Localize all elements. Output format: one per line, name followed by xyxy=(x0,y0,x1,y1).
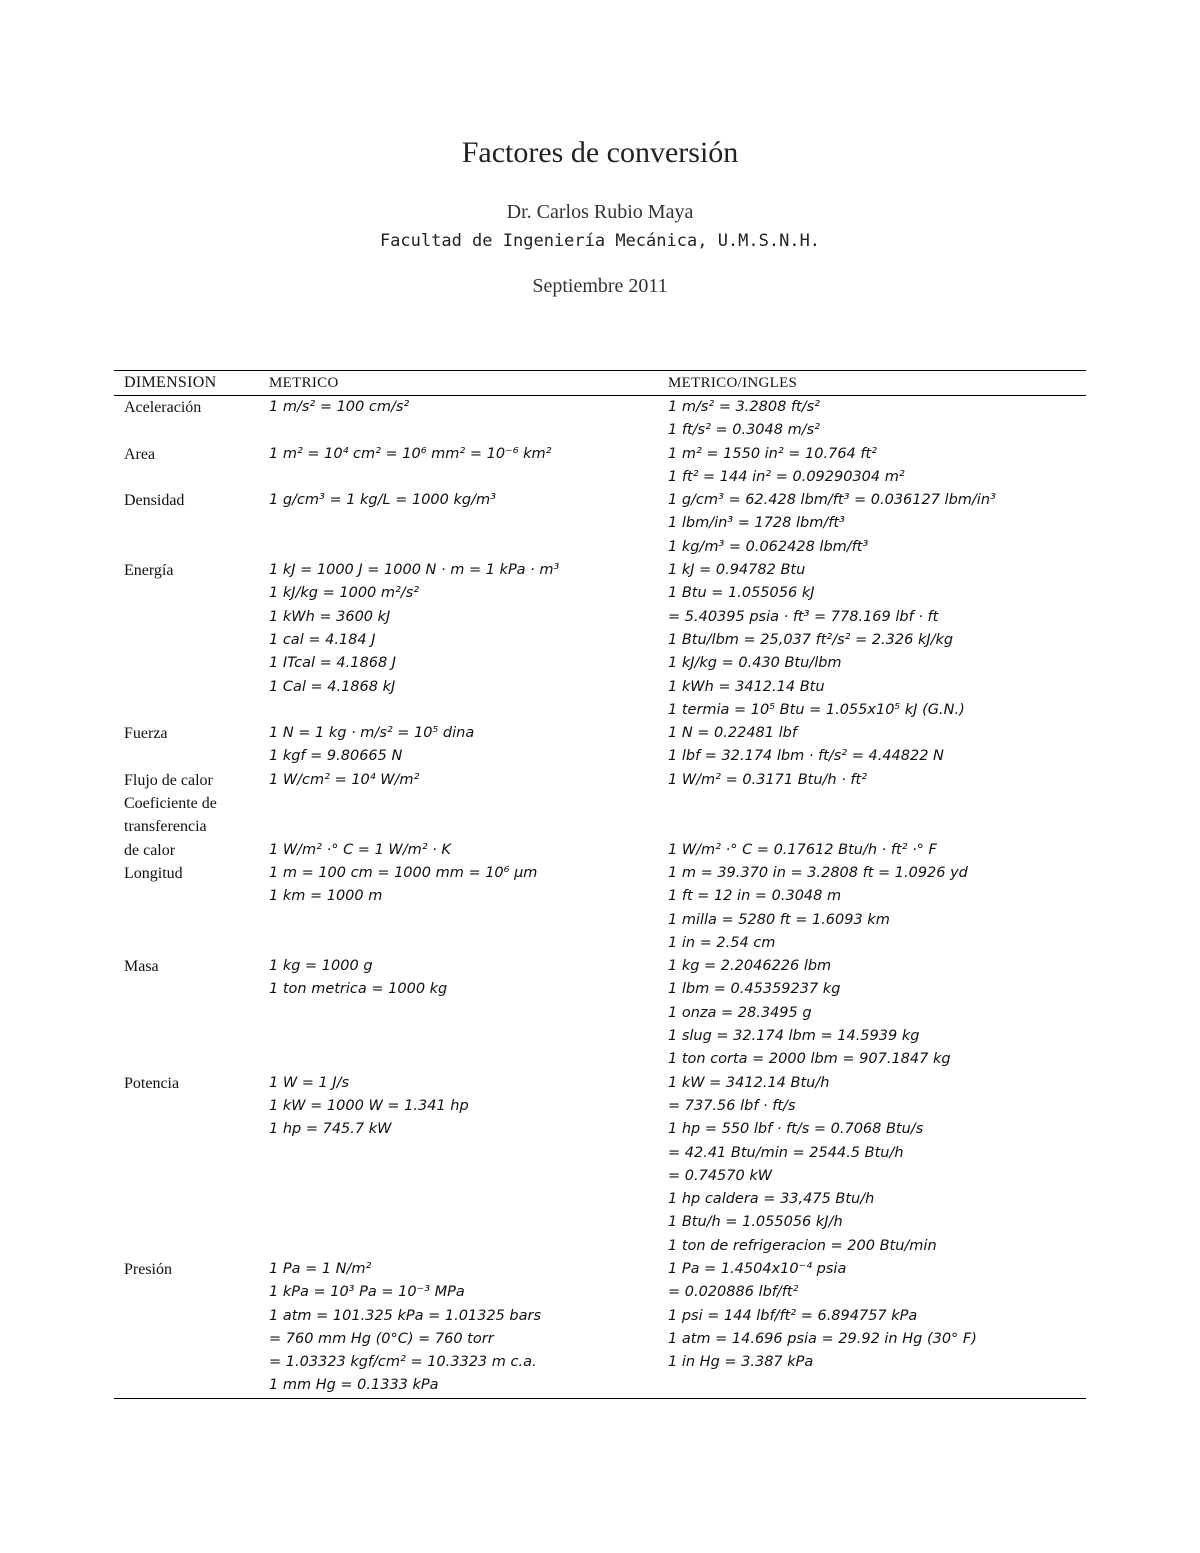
cell-line: 1 kPa = 10³ Pa = 10⁻³ MPa xyxy=(269,1284,465,1301)
dimension-cell xyxy=(114,862,259,955)
dimension-cell xyxy=(114,1072,259,1258)
cell-line: 1 W = 1 J/s xyxy=(269,1074,350,1091)
cell-line: 1 hp = 550 lbf · ft/s = 0.7068 Btu/s xyxy=(668,1121,924,1138)
author-name: Dr. Carlos Rubio Maya xyxy=(506,201,694,223)
cell-line: 1 atm = 14.696 psia = 29.92 in Hg (30° F) xyxy=(668,1330,977,1347)
dimension-cell xyxy=(114,443,259,490)
cell-line: Flujo de calor xyxy=(124,771,213,789)
cell-line: 1 W/cm² = 10⁴ W/m² xyxy=(269,771,420,788)
table-row xyxy=(114,769,1086,792)
cell-line: 1 lbm/in³ = 1728 lbm/ft³ xyxy=(668,515,845,532)
cell-line: 1 in = 2.54 cm xyxy=(668,934,776,951)
cell-line: 1 m = 39.370 in = 3.2808 ft = 1.0926 yd xyxy=(668,864,968,881)
cell-line: 1 g/cm³ = 1 kg/L = 1000 kg/m³ xyxy=(269,492,496,509)
cell-line: 1 N = 0.22481 lbf xyxy=(668,725,797,742)
table-row xyxy=(114,1258,1086,1398)
cell-line: Masa xyxy=(124,958,159,976)
conversion-table xyxy=(114,370,1086,1399)
cell-line: 1 m/s² = 100 cm/s² xyxy=(269,399,410,415)
dimension-cell xyxy=(114,955,259,1071)
cell-line: = 5.40395 psia · ft³ = 778.169 lbf · ft xyxy=(668,608,939,625)
cell-line: 1 termia = 10⁵ Btu = 1.055x10⁵ kJ (G.N.) xyxy=(668,701,965,718)
cell-line: = 0.74570 kW xyxy=(668,1167,773,1184)
english-cell xyxy=(658,769,1086,792)
cell-line: 1 N = 1 kg · m/s² = 10⁵ dina xyxy=(269,725,475,742)
cell-line: 1 kJ/kg = 0.430 Btu/lbm xyxy=(668,655,842,672)
document-date: Septiembre 2011 xyxy=(532,275,668,297)
cell-line: 1 Btu/lbm = 25,037 ft²/s² = 2.326 kJ/kg xyxy=(668,631,954,648)
cell-line: Potencia xyxy=(124,1074,180,1092)
cell-line: 1 m/s² = 3.2808 ft/s² xyxy=(668,399,820,415)
header-dimension: DIMENSION xyxy=(124,374,217,391)
english-cell xyxy=(658,396,1086,443)
cell-line: = 760 mm Hg (0°C) = 760 torr xyxy=(269,1330,494,1347)
header-metric-english: METRICO/INGLES xyxy=(668,375,798,391)
cell-line: Energía xyxy=(124,562,174,580)
cell-line: 1 psi = 144 lbf/ft² = 6.894757 kPa xyxy=(668,1307,918,1324)
cell-line: Longitud xyxy=(124,864,183,882)
cell-line: 1 ft = 12 in = 0.3048 m xyxy=(668,888,842,905)
cell-line xyxy=(269,792,658,815)
cell-line: 1 kgf = 9.80665 N xyxy=(269,748,403,765)
english-cell xyxy=(658,1072,1086,1258)
cell-line: 1 lbf = 32.174 lbm · ft/s² = 4.44822 N xyxy=(668,748,944,765)
cell-line: Presión xyxy=(124,1260,172,1278)
cell-line: = 0.020886 lbf/ft² xyxy=(668,1284,799,1301)
metric-cell xyxy=(259,722,658,769)
dimension-cell xyxy=(114,722,259,769)
cell-line: 1 ton de refrigeracion = 200 Btu/min xyxy=(668,1237,937,1254)
cell-line: 1 mm Hg = 0.1333 kPa xyxy=(269,1377,439,1394)
english-cell xyxy=(658,722,1086,769)
metric-cell xyxy=(259,769,658,792)
table-body xyxy=(114,396,1086,1398)
cell-line: 1 cal = 4.184 J xyxy=(269,631,376,648)
english-cell xyxy=(658,792,1086,862)
table-row xyxy=(114,443,1086,490)
english-cell xyxy=(658,443,1086,490)
english-cell xyxy=(658,1258,1086,1398)
cell-line: 1 milla = 5280 ft = 1.6093 km xyxy=(668,911,890,928)
cell-line: 1 in Hg = 3.387 kPa xyxy=(668,1354,814,1371)
cell-line: = 737.56 lbf · ft/s xyxy=(668,1097,796,1114)
dimension-cell xyxy=(114,769,259,792)
metric-cell xyxy=(259,443,658,490)
cell-line xyxy=(668,815,1086,838)
cell-line: Aceleración xyxy=(124,399,202,416)
dimension-cell xyxy=(114,396,259,443)
metric-cell xyxy=(259,862,658,955)
metric-cell xyxy=(259,1258,658,1398)
header-metric: METRICO xyxy=(269,375,339,391)
cell-line xyxy=(269,815,658,838)
cell-line: 1 atm = 101.325 kPa = 1.01325 bars xyxy=(269,1307,542,1324)
cell-line: 1 ITcal = 4.1868 J xyxy=(269,655,397,672)
table-row xyxy=(114,722,1086,769)
cell-line: 1 kW = 3412.14 Btu/h xyxy=(668,1074,830,1091)
cell-line: 1 m² = 1550 in² = 10.764 ft² xyxy=(668,445,877,462)
cell-line: = 1.03323 kgf/cm² = 10.3323 m c.a. xyxy=(269,1354,537,1371)
cell-line: 1 kJ = 1000 J = 1000 N · m = 1 kPa · m³ xyxy=(269,562,560,579)
metric-cell xyxy=(259,396,658,443)
cell-line: 1 kg/m³ = 0.062428 lbm/ft³ xyxy=(668,538,869,555)
dimension-cell xyxy=(114,489,259,559)
cell-line: 1 kg = 1000 g xyxy=(269,958,373,975)
table-row xyxy=(114,489,1086,559)
cell-line: 1 g/cm³ = 62.428 lbm/ft³ = 0.036127 lbm/in³ xyxy=(668,492,996,509)
cell-line: de calor xyxy=(124,841,176,859)
cell-line: Fuerza xyxy=(124,725,168,743)
table-row xyxy=(114,792,1086,862)
english-cell xyxy=(658,955,1086,1071)
cell-line: 1 Pa = 1 N/m² xyxy=(269,1260,372,1277)
english-cell xyxy=(658,862,1086,955)
cell-line: 1 slug = 32.174 lbm = 14.5939 kg xyxy=(668,1028,920,1045)
cell-line xyxy=(668,792,1086,815)
cell-line: 1 ton corta = 2000 lbm = 907.1847 kg xyxy=(668,1051,951,1068)
cell-line: Densidad xyxy=(124,492,185,510)
cell-line: 1 kWh = 3412.14 Btu xyxy=(668,678,825,695)
cell-line: 1 kJ/kg = 1000 m²/s² xyxy=(269,585,420,602)
dimension-cell xyxy=(114,559,259,722)
cell-line: 1 kJ = 0.94782 Btu xyxy=(668,562,806,579)
cell-line: 1 m = 100 cm = 1000 mm = 10⁶ μm xyxy=(269,864,538,881)
affiliation: Facultad de Ingeniería Mecánica, U.M.S.N.H. xyxy=(379,231,821,251)
cell-line: 1 ft² = 144 in² = 0.09290304 m² xyxy=(668,468,905,485)
table-header xyxy=(114,371,1086,396)
cell-line: 1 Btu/h = 1.055056 kJ/h xyxy=(668,1214,843,1231)
metric-cell xyxy=(259,792,658,862)
cell-line: 1 W/m² ·° C = 0.17612 Btu/h · ft² ·° F xyxy=(668,841,937,858)
dimension-cell xyxy=(114,1258,259,1398)
metric-cell xyxy=(259,489,658,559)
cell-line: 1 kWh = 3600 kJ xyxy=(269,608,391,625)
table-row xyxy=(114,862,1086,955)
english-cell xyxy=(658,489,1086,559)
cell-line: 1 kW = 1000 W = 1.341 hp xyxy=(269,1097,469,1114)
cell-line: 1 Cal = 4.1868 kJ xyxy=(269,678,396,695)
dimension-cell xyxy=(114,792,259,862)
metric-cell xyxy=(259,955,658,1071)
cell-line: 1 Pa = 1.4504x10⁻⁴ psia xyxy=(668,1260,847,1277)
cell-line: 1 hp caldera = 33,475 Btu/h xyxy=(668,1191,875,1208)
cell-line: transferencia xyxy=(124,818,207,836)
cell-line: 1 km = 1000 m xyxy=(269,888,383,905)
document-title: Factores de conversión xyxy=(461,136,739,169)
cell-line: Coeficiente de xyxy=(124,795,217,813)
cell-line: = 42.41 Btu/min = 2544.5 Btu/h xyxy=(668,1144,904,1161)
cell-line: 1 ft/s² = 0.3048 m/s² xyxy=(668,422,820,439)
cell-line: 1 W/m² ·° C = 1 W/m² · K xyxy=(269,841,451,858)
cell-line: 1 lbm = 0.45359237 kg xyxy=(668,981,841,998)
cell-line: 1 onza = 28.3495 g xyxy=(668,1004,812,1021)
table-row xyxy=(114,955,1086,1071)
cell-line: 1 kg = 2.2046226 lbm xyxy=(668,958,832,975)
table-row xyxy=(114,396,1086,443)
cell-line: 1 m² = 10⁴ cm² = 10⁶ mm² = 10⁻⁶ km² xyxy=(269,445,552,462)
cell-line: 1 hp = 745.7 kW xyxy=(269,1121,392,1138)
cell-line: 1 ton metrica = 1000 kg xyxy=(269,981,448,998)
metric-cell xyxy=(259,559,658,722)
cell-line: Area xyxy=(124,445,156,463)
table-row xyxy=(114,559,1086,722)
english-cell xyxy=(658,559,1086,722)
cell-line: 1 Btu = 1.055056 kJ xyxy=(668,585,815,602)
metric-cell xyxy=(259,1072,658,1258)
table-row xyxy=(114,1072,1086,1258)
cell-line: 1 W/m² = 0.3171 Btu/h · ft² xyxy=(668,771,868,788)
